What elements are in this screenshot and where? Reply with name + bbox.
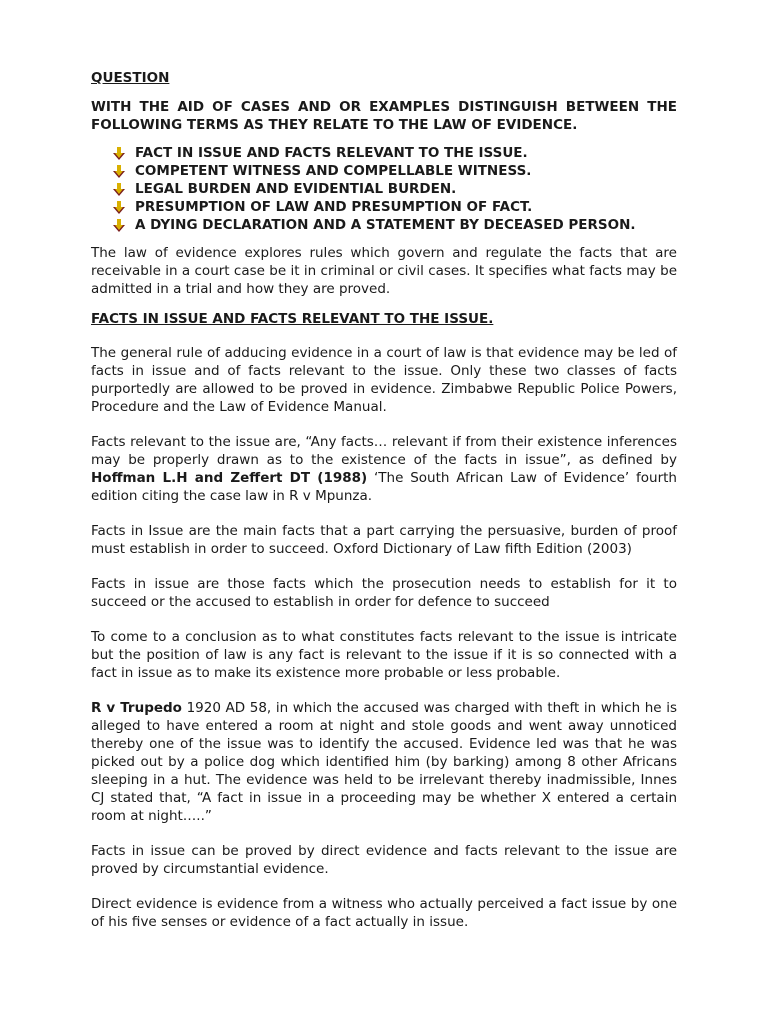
paragraph-facts-in-issue-definition: Facts in Issue are the main facts that a part carrying the persuasive, burden of proof must establish in order to succeed. Oxford Dictionary of Law fifth Edition (2003): [91, 523, 677, 557]
terms-list: [91, 144, 677, 234]
paragraph-case-trupedo: [91, 699, 677, 825]
question-text: WITH THE AID OF CASES AND OR EXAMPLES DISTINGUISH BETWEEN THE FOLLOWING TERMS AS THEY RELATE TO THE LAW OF EVIDENCE.: [91, 99, 677, 133]
section-heading: FACTS IN ISSUE AND FACTS RELEVANT TO THE ISSUE.: [91, 311, 494, 327]
paragraph-proof-methods: Facts in issue can be proved by direct evidence and facts relevant to the issue are proved by circumstantial evidence.: [91, 843, 677, 877]
paragraph-general-rule: The general rule of adducing evidence in a court of law is that evidence may be led of facts in issue and of facts relevant to the issue. Only these two classes of facts purportedly are allowed to be proved in evidence. Zimbabwe Republic Police Powers, Procedure and the Law of Evidence Manual.: [91, 345, 677, 415]
list-item: [113, 180, 677, 198]
term-text: A DYING DECLARATION AND A STATEMENT BY DECEASED PERSON.: [135, 217, 636, 233]
case-name: R v Trupedo: [91, 700, 182, 716]
arrow-down-icon: [113, 165, 125, 178]
term-text: PRESUMPTION OF LAW AND PRESUMPTION OF FACT.: [135, 199, 533, 215]
question-label: QUESTION: [91, 70, 170, 86]
paragraph-text: Facts relevant to the issue are, “Any facts… relevant if from their existence inferences may be properly drawn as to the existence of the facts in issue”, as defined by: [91, 434, 677, 468]
paragraph-facts-in-issue-prosecution: Facts in issue are those facts which the prosecution needs to establish for it to succeed or the accused to establish in order for defence to succeed: [91, 576, 677, 610]
list-item: [113, 144, 677, 162]
arrow-down-icon: [113, 147, 125, 160]
list-item: [113, 216, 677, 234]
paragraph-text: 1920 AD 58, in which the accused was charged with theft in which he is alleged to have entered a room at night and stole goods and went away unnoticed thereby one of the issue was to identify the accused. Evidence led was that he was picked out by a police dog which identified him (by barking) among 8 other Africans sleeping in a hut. The evidence was held to be irrelevant thereby inadmissible, Innes CJ stated that, “A fact in issue in a proceeding may be whether X entered a certain room at night…..”: [91, 700, 677, 824]
paragraph-relevance-conclusion: To come to a conclusion as to what constitutes facts relevant to the issue is intricate but the position of law is any fact is relevant to the issue if it is so connected with a fact in issue as to make its existence more probable or less probable.: [91, 629, 677, 681]
list-item: [113, 198, 677, 216]
paragraph-direct-evidence: Direct evidence is evidence from a witness who actually perceived a fact issue by one of his five senses or evidence of a fact actually in issue.: [91, 896, 677, 930]
arrow-down-icon: [113, 201, 125, 214]
paragraph-facts-relevant: [91, 433, 677, 505]
list-item: [113, 162, 677, 180]
arrow-down-icon: [113, 183, 125, 196]
citation-authors: Hoffman L.H and Zeffert DT (1988): [91, 470, 368, 486]
term-text: LEGAL BURDEN AND EVIDENTIAL BURDEN.: [135, 181, 457, 197]
arrow-down-icon: [113, 219, 125, 232]
document-page: [91, 69, 677, 948]
intro-paragraph: The law of evidence explores rules which govern and regulate the facts that are receivable in a court case be it in criminal or civil cases. It specifies what facts may be admitted in a trial and how they are proved.: [91, 245, 677, 297]
term-text: FACT IN ISSUE AND FACTS RELEVANT TO THE ISSUE.: [135, 145, 528, 161]
paragraph-text: ‘The South African Law of Evidence’ fourth edition citing the case law in R v Mpunza.: [91, 470, 677, 504]
term-text: COMPETENT WITNESS AND COMPELLABLE WITNESS.: [135, 163, 532, 179]
